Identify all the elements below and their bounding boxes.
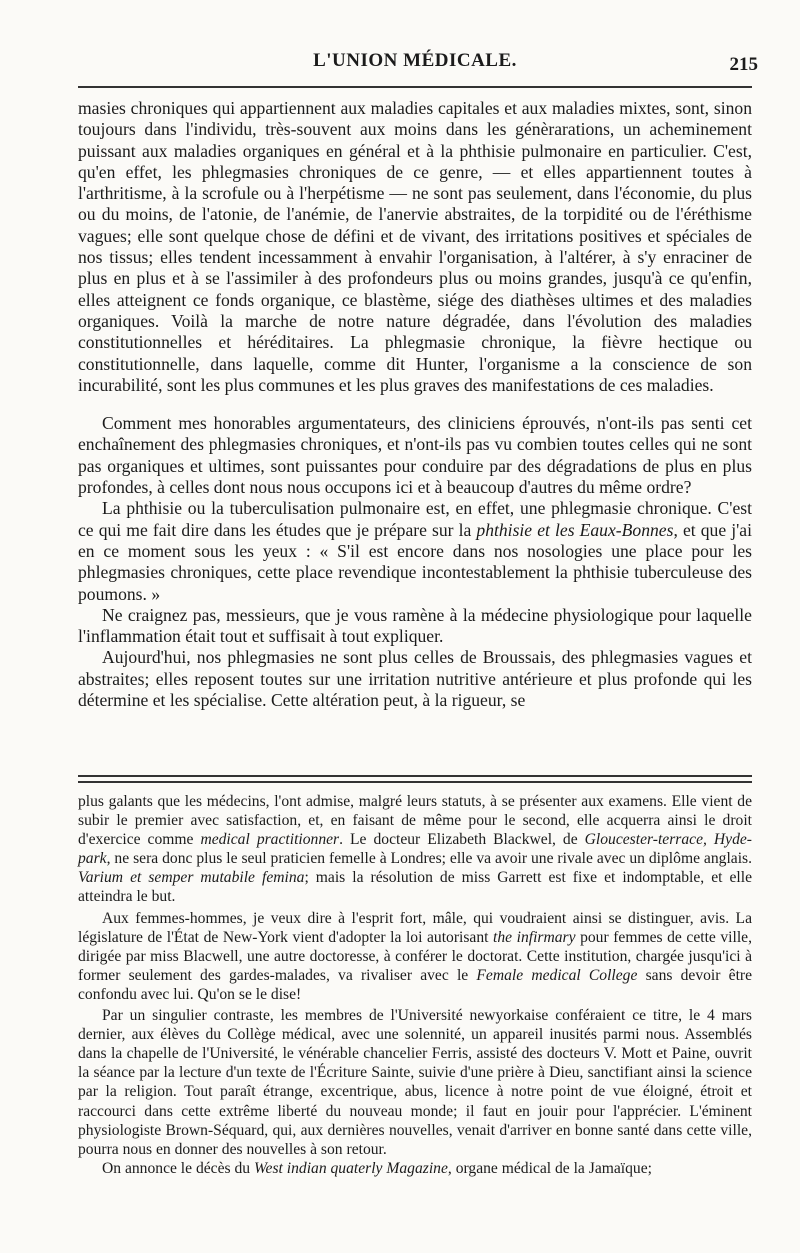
paragraph-3-italic: phthisie et les Eaux-Bonnes xyxy=(476,519,674,540)
note-1-italic-a: medical practitionner xyxy=(200,831,340,849)
page-number: 215 xyxy=(729,54,758,75)
note-paragraph-3: Par un singulier contraste, les membres de l'Université newyorkaise conféraient ce titre, le 4 mars dernier, aux élèves du Collège médical, avec une solennité, un appareil inusités parmi nous. Assemblés dans la chapelle de l'Université, le vénérable chancelier Ferris, assisté des docteurs V. Mott et Paine, ouvrit la séance par la lecture d'un texte de l'Écriture Sainte, suivie d'une prière à Dieu, sanctifiant ainsi la science par la religion. Tout paraît étrange, excentrique, abus, licence à notre point de vue éloigné, étroit et raccourci dans cette extrême liberté du nouveau monde; il faut en jouir pour l'apprécier. L'éminent physiologiste Brown-Séquard, qui, aux dernières nouvelles, venait d'arriver en bonne santé dans cette ville, pourra nous en donner des nouvelles à son retour. xyxy=(78,1007,752,1158)
footnote-rule xyxy=(78,775,752,783)
paragraph-2: Comment mes honorables argumentateurs, des cliniciens éprouvés, n'ont-ils pas senti cet enchaînement des phlegmasies chroniques, et n'ont-ils pas vu combien toutes celles qui ne sont pas organiques et ultimes, sont puissantes pour conduire par des dégradations de plus en plus profondes, à celles dont nous nous occupons ici et à beaucoup d'autres du même ordre? xyxy=(78,413,752,498)
note-paragraph-1 xyxy=(78,792,752,907)
note-1-text-a: plus galants que les médecins, l'ont admise, malgré leurs statuts, à se présenter aux examens. Elle vient de subir le premier avec satisfaction, et, en faisant de même pour le second, elle acquerra ainsi le droit d'exercice comme xyxy=(78,793,752,849)
main-text xyxy=(78,98,752,711)
footnote-text xyxy=(78,792,752,1178)
note-1-text-b: . Le docteur Elizabeth Blackwel, de xyxy=(339,831,585,849)
note-1-italic-b: Gloucester-terrace, Hyde-park xyxy=(78,831,752,868)
note-1-text-d: ; mais la résolution de miss Garrett est fixe et indomptable, et elle atteindra le but. xyxy=(78,869,752,906)
paragraph-4: Ne craignez pas, messieurs, que je vous ramène à la médecine physiologique pour laquelle l'inflammation était tout et suffisait à tout expliquer. xyxy=(78,604,752,647)
note-2-text-a: Aux femmes-hommes, je veux dire à l'esprit fort, mâle, qui voudraient ainsi se distinguer, avis. La législature de l'État de New-York vient d'adopter la loi autorisant xyxy=(78,909,752,946)
note-4-text-a: On annonce le décès du xyxy=(102,1159,254,1177)
paragraph-3 xyxy=(78,498,752,604)
note-paragraph-4 xyxy=(78,1159,752,1178)
note-2-text-b: pour femmes de cette ville, dirigée par miss Blacwell, une autre doctoresse, à conférer le doctorat. Cette institution, chargée jusqu'ici à former seulement des gardes-malades, va rivaliser avec le xyxy=(78,928,752,984)
note-4-italic: West indian quaterly Magazine xyxy=(253,1159,448,1177)
paragraph-5: Aujourd'hui, nos phlegmasies ne sont plus celles de Broussais, des phlegmasies vagues et abstraites; elles reposent toutes sur une irritation nutritive antérieure et plus profonde qui les détermine et les spécialise. Cette altération peut, à la rigueur, se xyxy=(78,647,752,711)
running-title: L'UNION MÉDICALE. xyxy=(313,50,517,71)
page-header xyxy=(78,50,758,82)
note-4-text-b: , organe médical de la Jamaïque; xyxy=(447,1159,652,1177)
note-1-text-c: , ne sera donc plus le seul praticien femelle à Londres; elle va avoir une rivale avec un diplôme anglais. xyxy=(106,850,752,868)
paragraph-3-text-b: , et que j'ai en ce moment sous les yeux : « S'il est encore dans nos nosologies une place pour les phlegmasies chroniques, cette place revendique incontestablement la phthisie tuberculeuse des poumons. » xyxy=(78,519,752,604)
note-paragraph-2 xyxy=(78,909,752,1004)
note-2-text-c: sans devoir être confondu avec lui. Qu'on se le dise! xyxy=(78,966,753,1003)
paragraph-3-text-a: La phthisie ou la tuberculisation pulmonaire est, en effet, une phlegmasie chronique. C'est ce qui me fait dire dans les études que je prépare sur la xyxy=(78,498,752,540)
note-2-italic-b: Female medical College xyxy=(476,966,638,984)
paragraph-1: masies chroniques qui appartiennent aux maladies capitales et aux maladies mixtes, sont, sinon toujours dans l'individu, très-souvent aux moins dans les génèrarations, un acheminement puissant aux maladies organiques en général et à la phthisie pulmonaire en particulier. C'est, qu'en effet, les phlegmasies chroniques de ce genre, — et elles appartiennent toutes à l'arthritisme, à la scrofule ou à l'herpétisme — ne sont pas seulement, dans l'économie, du plus ou du moins, de l'atonie, de l'anémie, de l'anervie abstraites, de la torpidité ou de l'éréthisme vagues; elle sont quelque chose de défini et de vivant, des irritations positives et spéciales de nos tissus; elles tendent incessamment à envahir l'organisation, à l'altérer, à s'y enraciner de plus en plus et à se l'assimiler à des profondeurs plus ou moins grandes, jusqu'à ce qu'enfin, elles atteignent ce fonds organique, ce blastème, siége des diathèses ultimes et des maladies organiques. Voilà la marche de notre nature dégradée, dans l'évolution des maladies constitutionnelles et héréditaires. La phlegmasie chronique, la fièvre hectique ou constitutionnelle, dans laquelle, comme dit Hunter, l'organisme a la conscience de son incurabilité, sont les plus communes et les plus graves des manifestations de ces maladies. xyxy=(78,98,752,395)
header-rule xyxy=(78,86,752,88)
note-1-italic-c: Varium et semper mutabile femina xyxy=(78,869,305,887)
note-2-italic-a: the infirmary xyxy=(493,928,576,946)
